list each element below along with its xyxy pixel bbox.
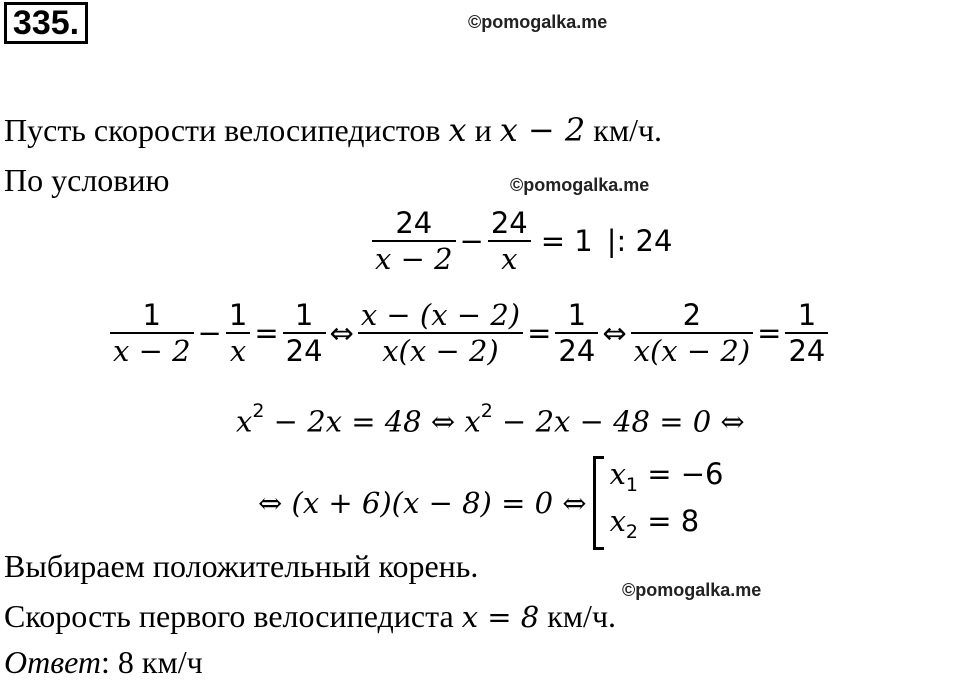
statement-line	[4, 112, 662, 148]
fraction: $\frac{1}{24}$	[785, 298, 828, 368]
answer-line	[4, 644, 203, 680]
fraction: $\frac{24}{x - 2}$	[372, 206, 456, 276]
fraction: $\frac{x - (x - 2)}{x(x - 2)}$	[358, 298, 523, 368]
fraction: $\frac{1}{24}$	[283, 298, 326, 368]
fraction: $\frac{1}{x - 2}$	[110, 298, 194, 368]
statement-text: Пусть скорости велосипедистов	[4, 112, 441, 148]
fraction: $\frac{2}{x(x - 2)}$	[631, 298, 754, 368]
watermark-top: ©pomogalka.me	[468, 12, 608, 32]
watermark-bottom: ©pomogalka.me	[622, 580, 762, 600]
speed-line: Скорость первого велосипедиста x = 8 км/ч.	[4, 598, 617, 634]
answer-value: : 8 км/ч	[101, 644, 203, 680]
condition-line: По условию	[4, 162, 170, 198]
fraction: $\frac{1}{24}$	[555, 298, 598, 368]
bracket	[593, 456, 604, 550]
choose-root-line: Выбираем положительный корень.	[4, 548, 479, 584]
roots-system: $x_1 = -6$ $x_2 = 8$	[593, 456, 724, 550]
var-x: x	[448, 111, 467, 149]
fraction: $\frac{24}{x}$	[488, 206, 531, 276]
equation-3: $x^2 - 2x = 48$ ⇔ $x^2 - 2x - 48 = 0$ ⇔	[236, 400, 745, 439]
var-expr: x − 2	[499, 111, 586, 149]
equation-4: ⇔ (x + 6)(x − 8) = 0 ⇔ $x_1 = -6$ $x_2 = 8$	[258, 456, 724, 550]
statement-and: и	[474, 112, 492, 148]
watermark-middle: ©pomogalka.me	[510, 175, 650, 195]
statement-unit: км/ч.	[593, 112, 663, 148]
problem-number: 335.	[4, 2, 88, 44]
equation-2: $\frac{1}{x - 2}$ − $\frac{1}{x}$ = $\frac{1}{24}$ ⇔ $\frac{x - (x - 2)}{x(x - 2)}$ = $\frac{1}{24}$ ⇔ $\frac{2}{x(x - 2)}$ = $\frac{1}{24}$	[106, 298, 832, 368]
fraction: $\frac{1}{x}$	[226, 298, 250, 368]
answer-label: Ответ	[4, 644, 101, 680]
equation-1: $\frac{24}{x - 2}$ − $\frac{24}{x}$ = 1 |: 24	[368, 206, 672, 276]
